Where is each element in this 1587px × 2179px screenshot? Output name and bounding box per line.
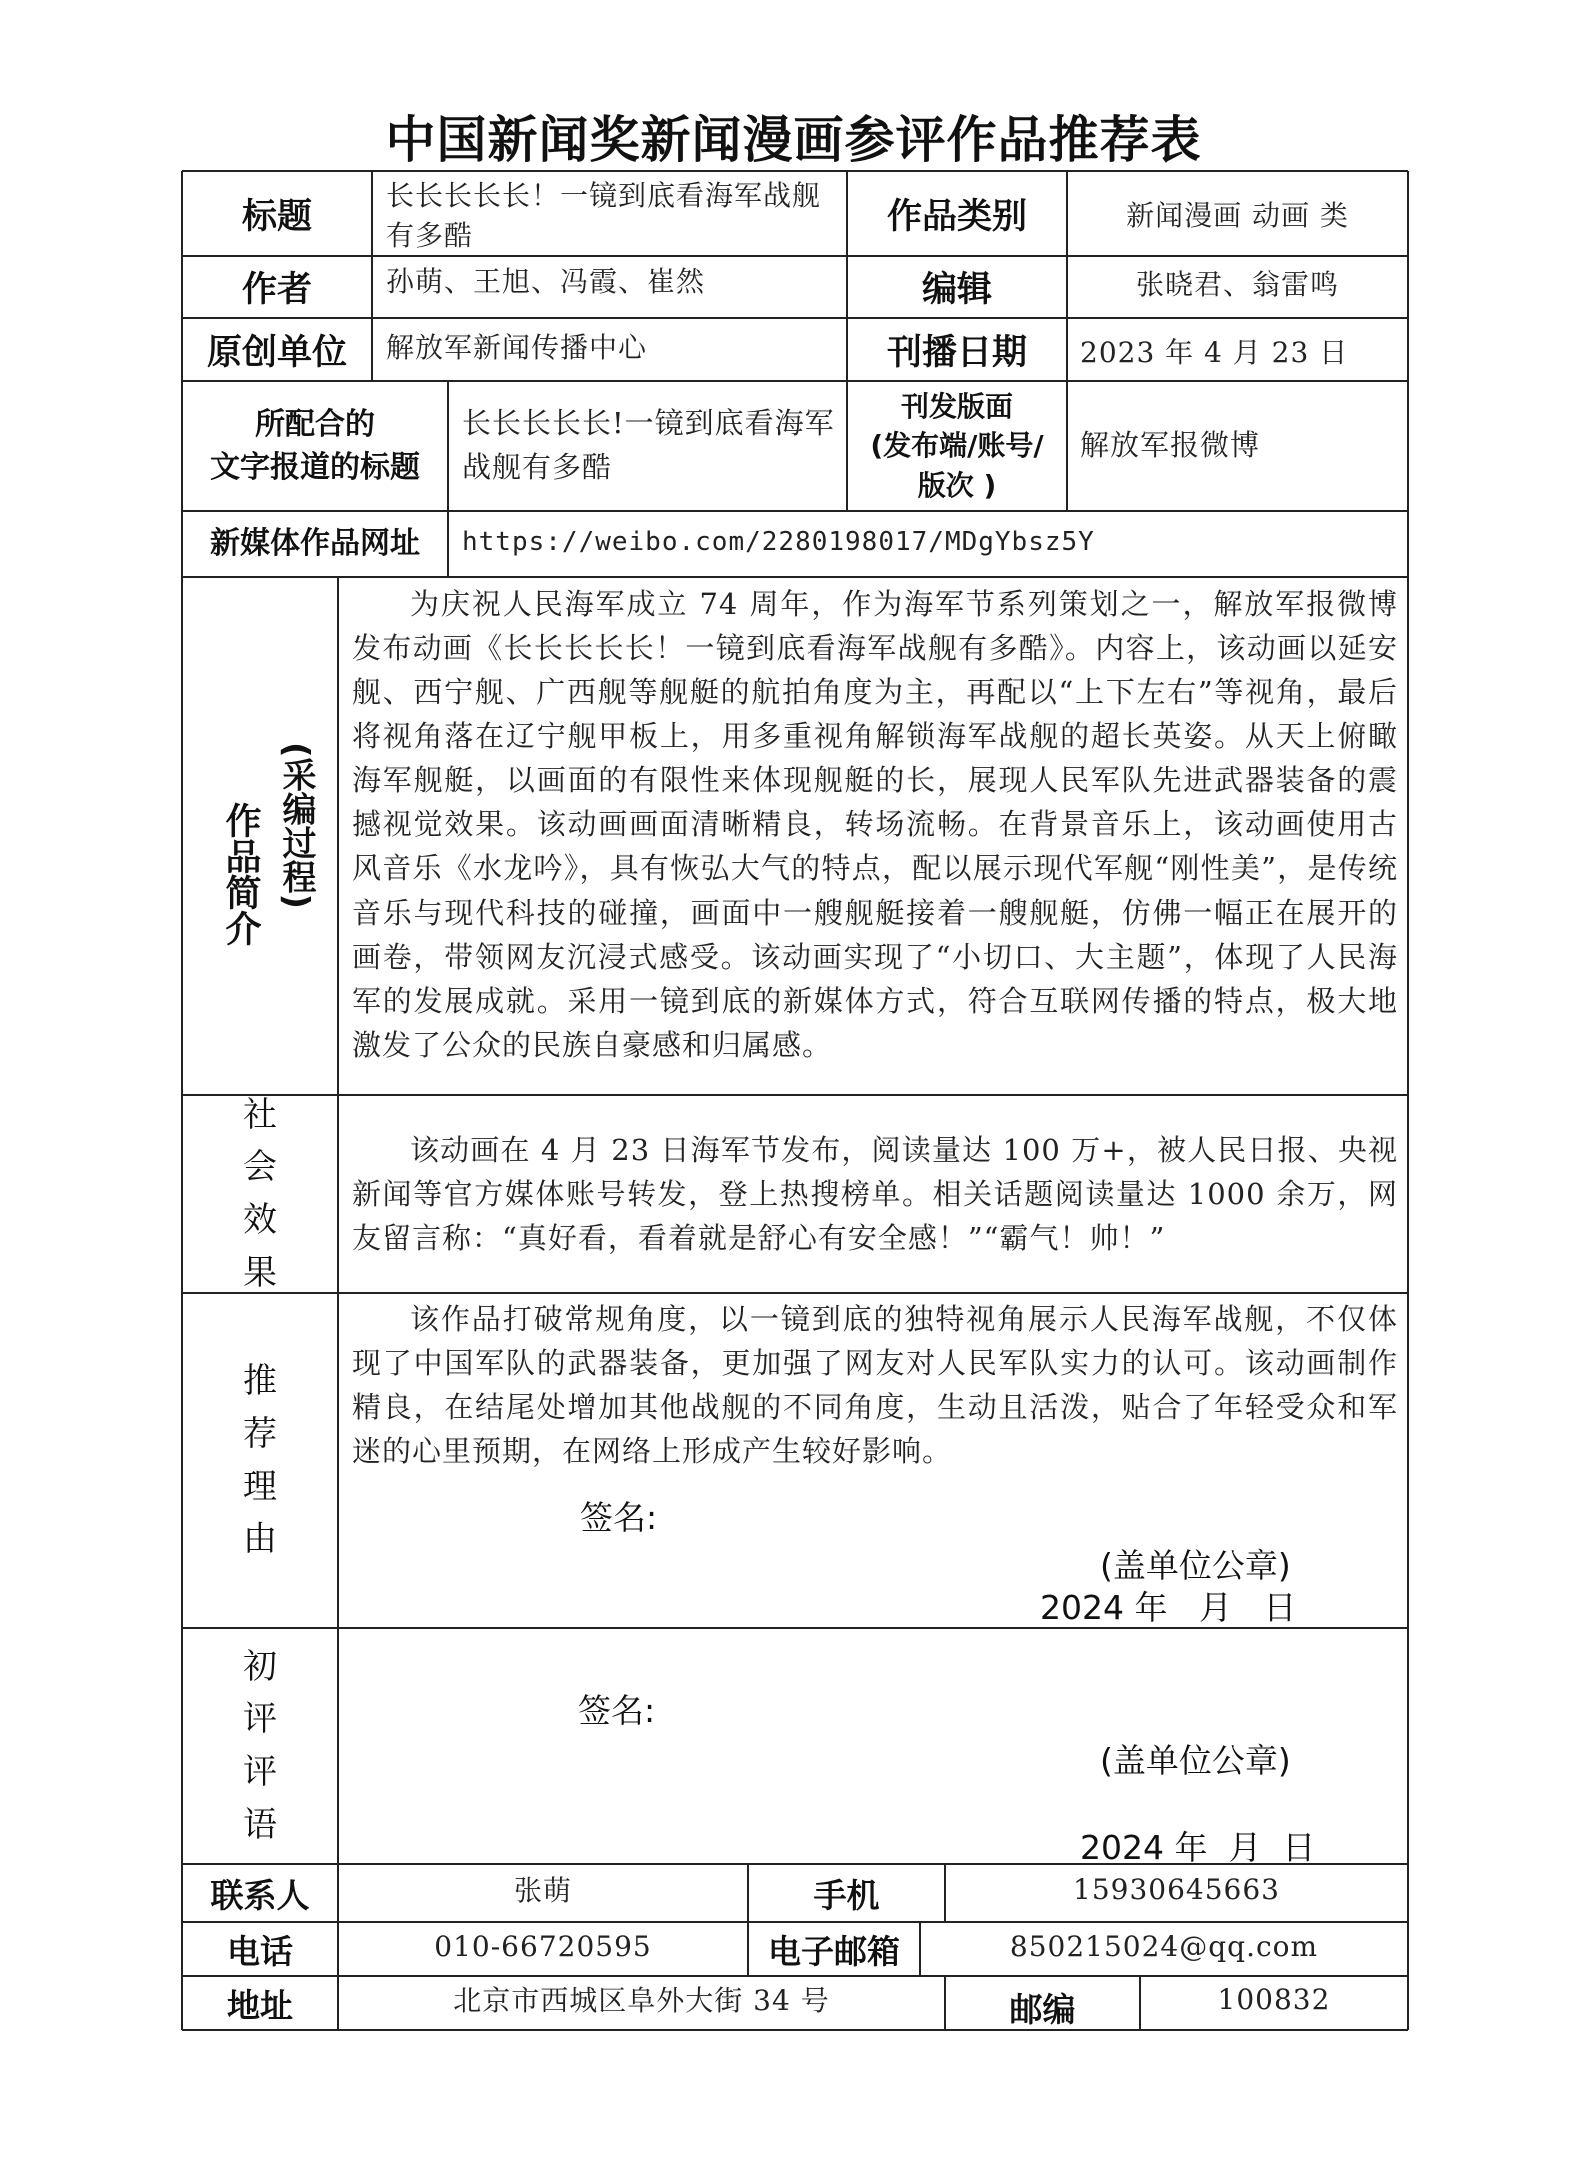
address-value: 北京市西城区阜外大街 34 号: [453, 1984, 830, 2017]
effect-label-char: 会: [243, 1147, 277, 1188]
date-value: 2023 年 4 月 23 日: [1080, 336, 1349, 369]
layout-label-line1: 刊发版面: [900, 390, 1013, 424]
review-label-char: 初: [243, 1646, 277, 1687]
email-value: 850215024@qq.com: [1009, 1929, 1319, 1963]
reason-label-char: 荐: [243, 1413, 277, 1454]
related-title-value: 长长长长长!一镜到底看海军战舰有多酷: [462, 406, 835, 484]
review-date: 2024 年 月 日: [1080, 1828, 1316, 1867]
reason-label: [182, 1293, 338, 1628]
related-label-line1: 所配合的: [255, 406, 375, 442]
layout-value: 解放军报微博: [1080, 428, 1261, 462]
author-value: 孙萌、王旭、冯霞、崔然: [386, 265, 706, 298]
url-value: https://weibo.com/2280198017/MDgYbsz5Y: [462, 527, 1095, 557]
phone-label: 电话: [227, 1931, 293, 1971]
form-title: 中国新闻奖新闻漫画参评作品推荐表: [385, 111, 1202, 169]
address-label: 地址: [227, 1985, 293, 2025]
date-label: 刊播日期: [886, 332, 1027, 373]
category-value: 新闻漫画 动画 类: [1126, 198, 1349, 232]
title-label: 标题: [241, 196, 312, 237]
contact-label: 联系人: [210, 1875, 310, 1915]
review-seal-note: (盖单位公章): [1100, 1741, 1291, 1780]
contact-value: 张萌: [513, 1874, 572, 1907]
reason-label-char: 推: [243, 1361, 277, 1402]
intro-label-main: 作品简介: [220, 802, 261, 946]
author-label: 作者: [241, 270, 312, 310]
reason-date: 2024 年 月 日: [1040, 1588, 1297, 1627]
related-label-line2: 文字报道的标题: [210, 450, 420, 485]
reason-signature-label: 签名:: [580, 1498, 658, 1537]
mobile-value: 15930645663: [1073, 1872, 1280, 1906]
review-label-char: 语: [243, 1804, 277, 1845]
postcode-label: 邮编: [1009, 1989, 1076, 2029]
reason-text: 该作品打破常规角度，以一镜到底的独特视角展示人民海军战舰，不仅体现了中国军队的武器装备，更加强了网友对人民军队实力的认可。该动画制作精良，在结尾处增加其他战舰的不同角度，生动且活泼，贴合了年轻受众和军迷的心里预期，在网络上形成产生较好影响。: [352, 1302, 1398, 1469]
category-label: 作品类别: [886, 196, 1027, 237]
review-label-char: 评: [243, 1752, 277, 1792]
layout-label-line2: (发布端/账号/: [870, 429, 1044, 463]
reason-seal-note: (盖单位公章): [1100, 1546, 1291, 1585]
editor-label: 编辑: [921, 270, 992, 310]
effect-label-char: 效: [243, 1200, 277, 1240]
related-title-label: [182, 381, 448, 511]
intro-label: [182, 577, 338, 1095]
effect-label-char: 果: [243, 1252, 277, 1293]
email-label: 电子邮箱: [768, 1931, 900, 1971]
effect-text: 该动画在 4 月 23 日海军节发布，阅读量达 100 万+，被人民日报、央视新闻等官方媒体账号转发，登上热搜榜单。相关话题阅读量达 1000 余万，网友留言称：“真好看，看着就是舒心有安全感！”“霸气！帅！”: [352, 1133, 1398, 1256]
intro-label-sub: (采编过程): [276, 742, 316, 910]
unit-label: 原创单位: [206, 332, 347, 373]
layout-label: [847, 381, 1067, 511]
effect-label: [182, 1095, 338, 1293]
intro-text: 为庆祝人民海军成立 74 周年，作为海军节系列策划之一，解放军报微博发布动画《长长长长长！一镜到底看海军战舰有多酷》。内容上，该动画以延安舰、西宁舰、广西舰等舰艇的航拍角度为主，再配以“上下左右”等视角，最后将视角落在辽宁舰甲板上，用多重视角解锁海军战舰的超长英姿。从天上俯瞰海军舰艇，以画面的有限性来体现舰艇的长，展现人民军队先进武器装备的震撼视觉效果。该动画画面清晰精良，转场流畅。在背景音乐上，该动画使用古风音乐《水龙吟》，具有恢弘大气的特点，配以展示现代军舰“刚性美”，是传统音乐与现代科技的碰撞，画面中一艘舰艇接着一艘舰艇，仿佛一幅正在展开的画卷，带领网友沉浸式感受。该动画实现了“小切口、大主题”，体现了人民海军的发展成就。采用一镜到底的新媒体方式，符合互联网传播的特点，极大地激发了公众的民族自豪感和归属感。: [352, 587, 1398, 1062]
review-label-char: 评: [243, 1699, 277, 1740]
mobile-label: 手机: [813, 1875, 880, 1915]
phone-value: 010-66720595: [434, 1929, 652, 1963]
work-title-value: 长长长长长！一镜到底看海军战舰有多酷: [386, 179, 822, 252]
unit-value: 解放军新闻传播中心: [386, 331, 648, 364]
postcode-value: 100832: [1217, 1982, 1331, 2016]
review-signature-label: 签名:: [578, 1691, 656, 1730]
editor-value: 张晓君、翁雷鸣: [1135, 268, 1339, 301]
url-label: 新媒体作品网址: [210, 526, 420, 562]
layout-label-line3: 版次 ): [917, 468, 997, 502]
effect-label-char: 社: [243, 1094, 277, 1135]
review-label: [182, 1628, 338, 1864]
reason-label-char: 理: [243, 1466, 277, 1507]
reason-label-char: 由: [243, 1519, 277, 1560]
